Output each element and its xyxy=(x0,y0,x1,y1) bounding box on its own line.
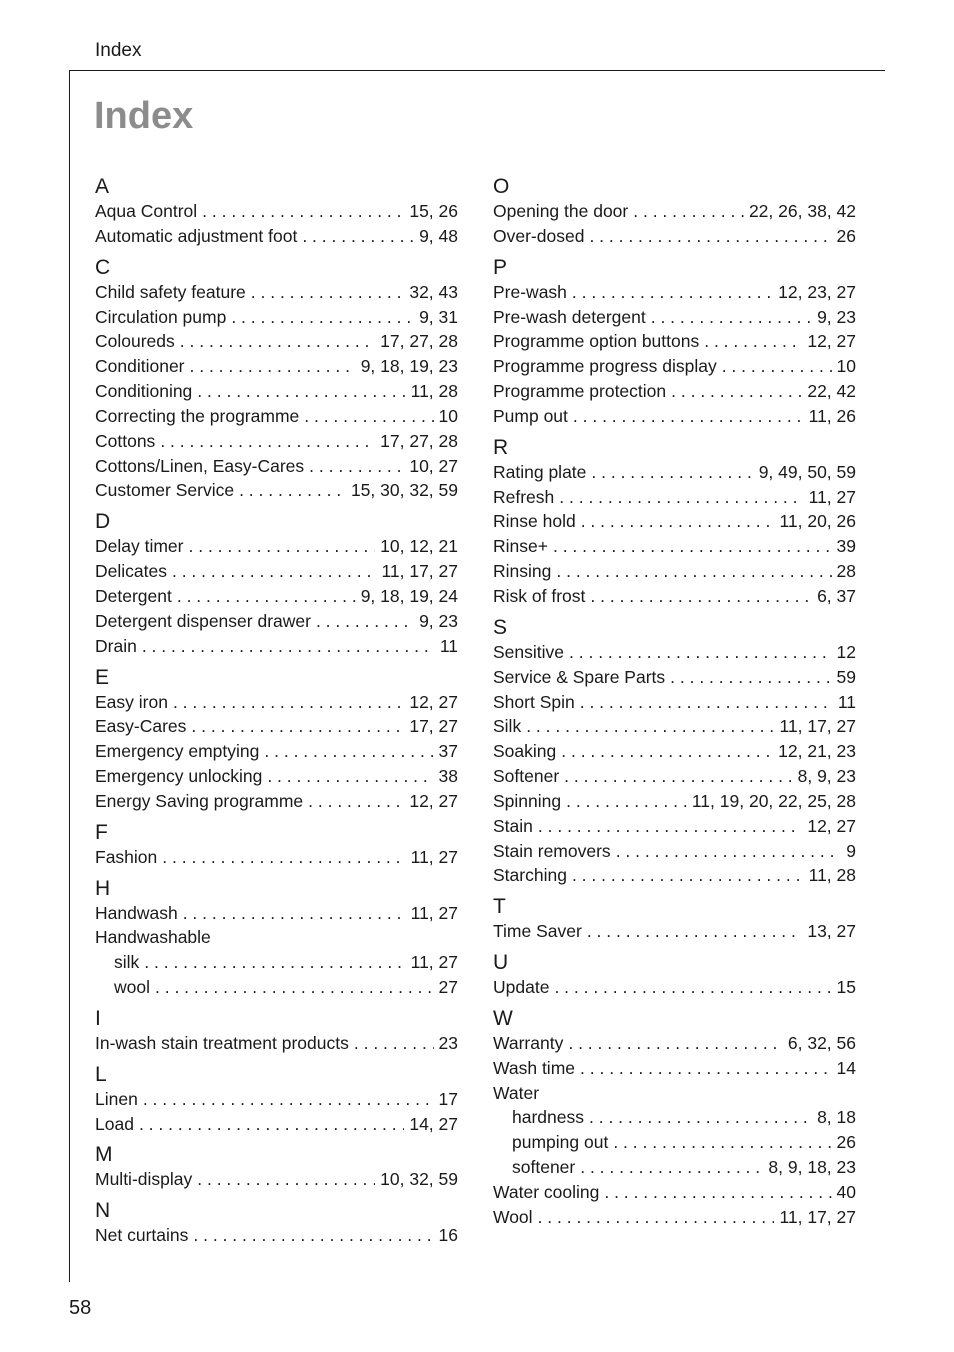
index-page-refs: 12, 23, 27 xyxy=(778,281,856,302)
index-entry xyxy=(95,429,458,454)
dot-leader xyxy=(633,199,744,224)
index-page-refs: 10, 32, 59 xyxy=(380,1169,458,1190)
dot-leader xyxy=(197,1167,375,1192)
index-page-refs: 17, 27 xyxy=(409,716,458,737)
dot-leader xyxy=(155,975,434,1000)
index-term: silk xyxy=(114,952,140,973)
index-page-refs: 17, 27, 28 xyxy=(380,331,458,352)
index-page-refs: 9, 48 xyxy=(419,225,458,246)
index-page-refs: 12, 27 xyxy=(807,331,856,352)
index-entry xyxy=(493,789,856,814)
index-entry xyxy=(95,454,458,479)
index-entry xyxy=(493,460,856,485)
index-term: softener xyxy=(512,1157,576,1178)
index-term: Detergent dispenser drawer xyxy=(95,610,311,631)
index-term: Customer Service xyxy=(95,480,235,501)
index-page-refs: 11, 19, 20, 22, 25, 28 xyxy=(691,790,856,811)
index-term: hardness xyxy=(512,1107,584,1128)
dot-leader xyxy=(142,634,435,659)
index-page-refs: 9, 18, 19, 23 xyxy=(360,356,458,377)
index-entry xyxy=(95,224,458,249)
index-term: Water cooling xyxy=(493,1182,600,1202)
dot-leader xyxy=(590,584,812,609)
index-page-refs: 38 xyxy=(438,766,458,787)
index-term: Rinse+ xyxy=(493,536,548,557)
dot-leader xyxy=(566,789,687,814)
dot-leader xyxy=(143,1087,434,1112)
index-page-refs: 15, 26 xyxy=(409,201,458,221)
index-subentry xyxy=(493,1155,856,1180)
index-entry xyxy=(95,901,458,926)
dot-leader xyxy=(267,764,433,789)
index-letter-heading: N xyxy=(95,1199,111,1223)
index-letter-heading: U xyxy=(493,951,509,975)
index-page-refs: 8, 9, 18, 23 xyxy=(768,1157,856,1178)
dot-leader xyxy=(189,534,376,559)
index-entry xyxy=(493,280,856,305)
index-page-refs: 12, 27 xyxy=(409,790,458,811)
index-page-refs: 9 xyxy=(846,840,856,861)
index-page-refs: 17, 27, 28 xyxy=(380,430,458,451)
index-term: Service & Spare Parts xyxy=(493,666,666,687)
dot-leader xyxy=(302,224,414,249)
dot-leader xyxy=(561,739,773,764)
index-entry xyxy=(95,584,458,609)
index-term: Aqua Control xyxy=(95,201,198,221)
index-entry xyxy=(95,1167,458,1192)
dot-leader xyxy=(197,379,405,404)
index-entry xyxy=(493,739,856,764)
index-page-refs: 12, 27 xyxy=(807,815,856,836)
index-entry xyxy=(493,534,856,559)
index-term: pumping out xyxy=(512,1132,609,1153)
index-term: Emergency unlocking xyxy=(95,766,263,787)
index-page-refs: 17 xyxy=(438,1088,458,1109)
index-page-refs: 9, 49, 50, 59 xyxy=(758,461,856,482)
dot-leader xyxy=(604,1180,831,1205)
index-entry xyxy=(493,1205,856,1230)
index-subentry xyxy=(493,1105,856,1130)
index-page-refs: 11 xyxy=(837,691,856,712)
index-term: Coloureds xyxy=(95,331,175,352)
index-term: Softener xyxy=(493,766,560,787)
index-term: Programme progress display xyxy=(493,356,717,377)
dot-leader xyxy=(162,845,405,870)
index-subentry xyxy=(95,975,458,1000)
index-term: Delicates xyxy=(95,561,167,582)
index-term: Easy iron xyxy=(95,691,168,712)
index-entry xyxy=(493,224,856,249)
dot-leader xyxy=(569,640,832,665)
index-page-refs: 11, 27 xyxy=(410,846,458,867)
index-term: Programme protection xyxy=(493,381,667,402)
index-term: Drain xyxy=(95,635,137,656)
index-page-refs: 59 xyxy=(836,666,856,687)
index-entry xyxy=(95,690,458,715)
index-term: Time Saver xyxy=(493,921,582,942)
index-entry xyxy=(493,1180,856,1205)
index-entry xyxy=(95,1031,458,1056)
dot-leader xyxy=(538,814,802,839)
index-entry xyxy=(493,839,856,864)
index-page-refs: 11, 28 xyxy=(410,381,458,402)
margin-rule xyxy=(69,70,70,1282)
index-letter-heading: F xyxy=(95,820,108,844)
index-page-refs: 13, 27 xyxy=(807,921,856,942)
dot-leader xyxy=(160,429,375,454)
index-entry xyxy=(95,559,458,584)
dot-leader xyxy=(308,789,404,814)
index-term: Correcting the programme xyxy=(95,405,300,426)
index-term: Opening the door xyxy=(493,201,629,221)
dot-leader xyxy=(572,280,773,305)
index-entry xyxy=(95,714,458,739)
index-entry xyxy=(95,609,458,634)
index-term: Handwashable xyxy=(95,927,211,948)
index-term: Linen xyxy=(95,1088,138,1109)
index-page-refs: 11, 27 xyxy=(410,952,458,973)
dot-leader xyxy=(309,454,404,479)
index-term: Sensitive xyxy=(493,641,565,662)
index-term: Spinning xyxy=(493,790,562,811)
index-entry xyxy=(95,739,458,764)
index-page-refs: 16 xyxy=(438,1225,458,1246)
dot-leader xyxy=(139,1112,404,1137)
index-letter-heading: M xyxy=(95,1143,113,1167)
dot-leader xyxy=(589,224,831,249)
index-page-refs: 8, 9, 23 xyxy=(797,766,856,787)
dot-leader xyxy=(173,690,404,715)
index-entry xyxy=(95,634,458,659)
dot-leader xyxy=(231,305,414,330)
dot-leader xyxy=(580,690,833,715)
dot-leader xyxy=(651,305,812,330)
index-page-refs: 37 xyxy=(438,741,458,762)
index-entry xyxy=(493,559,856,584)
index-page-refs: 26 xyxy=(836,225,856,246)
index-term: Programme option buttons xyxy=(493,331,700,352)
dot-leader xyxy=(671,379,802,404)
index-entry xyxy=(493,690,856,715)
index-entry xyxy=(493,814,856,839)
index-page-refs: 14, 27 xyxy=(409,1113,458,1134)
index-term: In-wash stain treatment products xyxy=(95,1032,349,1053)
index-term: Pump out xyxy=(493,405,568,426)
dot-leader xyxy=(202,199,404,224)
index-term: Load xyxy=(95,1113,134,1134)
index-term: Fashion xyxy=(95,846,158,867)
running-head: Index xyxy=(95,40,142,61)
dot-leader xyxy=(587,919,803,944)
dot-leader xyxy=(316,609,414,634)
dot-leader xyxy=(193,1223,433,1248)
dot-leader xyxy=(580,1056,832,1081)
index-page-refs: 6, 32, 56 xyxy=(787,1032,856,1053)
index-page-refs: 22, 26, 38, 42 xyxy=(748,201,856,221)
dot-leader xyxy=(613,1130,831,1155)
index-subentry xyxy=(95,950,458,975)
index-page-refs: 15 xyxy=(836,977,856,998)
index-letter-heading: T xyxy=(493,895,506,919)
dot-leader xyxy=(526,714,774,739)
index-subentry xyxy=(493,1130,856,1155)
index-entry xyxy=(95,1087,458,1112)
index-term: Stain removers xyxy=(493,840,611,861)
index-page-refs: 11, 17, 27 xyxy=(381,561,458,582)
index-entry xyxy=(95,534,458,559)
index-term: wool xyxy=(114,977,150,998)
index-page-refs: 11, 27 xyxy=(410,902,458,923)
index-entry xyxy=(95,199,458,224)
page-number: 58 xyxy=(69,1297,92,1319)
index-entry xyxy=(95,925,458,950)
index-letter-heading: A xyxy=(95,175,110,198)
index-entry xyxy=(95,404,458,429)
index-entry xyxy=(95,305,458,330)
index-letter-heading: C xyxy=(95,255,111,279)
index-page-refs: 10, 12, 21 xyxy=(380,536,458,557)
index-term: Delay timer xyxy=(95,536,184,557)
dot-leader xyxy=(616,839,842,864)
index-page-refs: 11 xyxy=(439,635,458,656)
index-term: Soaking xyxy=(493,741,557,762)
index-term: Conditioner xyxy=(95,356,185,377)
index-term: Conditioning xyxy=(95,381,193,402)
dot-leader xyxy=(591,460,753,485)
index-page-refs: 40 xyxy=(836,1182,856,1202)
index-term: Multi-display xyxy=(95,1169,193,1190)
index-entry xyxy=(95,280,458,305)
index-page-refs: 11, 28 xyxy=(808,865,856,886)
index-entry xyxy=(95,789,458,814)
dot-leader xyxy=(180,329,375,354)
index-term: Automatic adjustment foot xyxy=(95,225,298,246)
index-page-refs: 9, 31 xyxy=(419,306,458,327)
index-entry xyxy=(493,485,856,510)
index-entry xyxy=(493,764,856,789)
index-page-refs: 11, 26 xyxy=(808,405,856,426)
header-rule xyxy=(69,70,885,71)
index-entry xyxy=(493,584,856,609)
dot-leader xyxy=(553,534,832,559)
dot-leader xyxy=(589,1105,812,1130)
index-page-refs: 12, 27 xyxy=(409,691,458,712)
index-term: Water xyxy=(493,1082,540,1103)
index-entry xyxy=(493,379,856,404)
index-entry xyxy=(95,845,458,870)
index-page-refs: 23 xyxy=(438,1032,458,1053)
index-page-refs: 10 xyxy=(438,405,458,426)
index-page-refs: 27 xyxy=(438,977,458,998)
index-page-refs: 15, 30, 32, 59 xyxy=(350,480,458,501)
index-term: Rinsing xyxy=(493,561,552,582)
index-term: Rating plate xyxy=(493,461,587,482)
index-term: Emergency emptying xyxy=(95,741,260,762)
index-term: Short Spin xyxy=(493,691,575,712)
index-letter-heading: P xyxy=(493,255,508,279)
index-entry xyxy=(95,478,458,503)
index-letter-heading: I xyxy=(95,1006,101,1030)
dot-leader xyxy=(190,354,356,379)
dot-leader xyxy=(177,584,356,609)
index-page-refs: 10 xyxy=(836,356,856,377)
index-entry xyxy=(493,665,856,690)
dot-leader xyxy=(580,1155,763,1180)
index-entry xyxy=(493,975,856,1000)
index-page-refs: 39 xyxy=(836,536,856,557)
index-letter-heading: L xyxy=(95,1062,107,1086)
index-entry xyxy=(493,305,856,330)
index-letter-heading: S xyxy=(493,615,508,639)
index-term: Starching xyxy=(493,865,567,886)
index-term: Child safety feature xyxy=(95,281,246,302)
index-term: Cottons/Linen, Easy-Cares xyxy=(95,455,305,476)
index-entry xyxy=(493,404,856,429)
index-term: Over-dosed xyxy=(493,225,585,246)
dot-leader xyxy=(704,329,802,354)
index-page-refs: 28 xyxy=(836,561,856,582)
index-entry xyxy=(95,1112,458,1137)
index-page-refs: 26 xyxy=(836,1132,856,1153)
index-letter-heading: D xyxy=(95,510,111,534)
index-term: Stain xyxy=(493,815,533,836)
dot-leader xyxy=(556,559,831,584)
index-page-refs: 32, 43 xyxy=(409,281,458,302)
index-entry xyxy=(493,509,856,534)
index-page-refs: 14 xyxy=(836,1057,856,1078)
index-term: Refresh xyxy=(493,486,555,507)
index-column-right xyxy=(493,168,856,1230)
index-page-refs: 11, 17, 27 xyxy=(779,716,856,737)
dot-leader xyxy=(573,404,804,429)
index-entry xyxy=(493,329,856,354)
dot-leader xyxy=(559,485,803,510)
index-term: Update xyxy=(493,977,550,998)
dot-leader xyxy=(144,950,405,975)
index-entry xyxy=(493,1031,856,1056)
index-page-refs: 11, 17, 27 xyxy=(779,1206,856,1227)
index-term: Silk xyxy=(493,716,522,737)
index-entry xyxy=(95,354,458,379)
index-term: Wash time xyxy=(493,1057,576,1078)
index-entry xyxy=(493,640,856,665)
index-page-refs: 10, 27 xyxy=(409,455,458,476)
index-page-refs: 12, 21, 23 xyxy=(778,741,856,762)
dot-leader xyxy=(172,559,376,584)
dot-leader xyxy=(568,1031,783,1056)
dot-leader xyxy=(554,975,831,1000)
index-page-refs: 8, 18 xyxy=(817,1107,856,1128)
index-entry xyxy=(493,1081,856,1106)
dot-leader xyxy=(354,1031,434,1056)
index-letter-heading: W xyxy=(493,1006,513,1030)
index-column-left xyxy=(95,168,458,1248)
index-letter-heading: H xyxy=(95,876,111,900)
index-entry xyxy=(493,919,856,944)
index-term: Circulation pump xyxy=(95,306,227,327)
dot-leader xyxy=(264,739,433,764)
index-term: Rinse hold xyxy=(493,511,576,532)
index-entry xyxy=(493,199,856,224)
dot-leader xyxy=(239,478,346,503)
index-entry xyxy=(493,714,856,739)
index-page-refs: 11, 20, 26 xyxy=(779,511,856,532)
index-term: Warranty xyxy=(493,1032,564,1053)
index-entry xyxy=(95,329,458,354)
index-term: Net curtains xyxy=(95,1225,189,1246)
dot-leader xyxy=(538,1205,775,1230)
index-entry xyxy=(95,379,458,404)
dot-leader xyxy=(191,714,404,739)
index-letter-heading: R xyxy=(493,435,509,459)
index-entry xyxy=(493,863,856,888)
index-term: Detergent xyxy=(95,585,172,606)
dot-leader xyxy=(564,764,792,789)
index-term: Handwash xyxy=(95,902,178,923)
dot-leader xyxy=(251,280,405,305)
dot-leader xyxy=(722,354,832,379)
index-letter-heading: O xyxy=(493,175,510,198)
index-page-refs: 12 xyxy=(836,641,856,662)
dot-leader xyxy=(572,863,804,888)
index-page-refs: 9, 23 xyxy=(817,306,856,327)
index-entry xyxy=(95,764,458,789)
index-letter-heading: E xyxy=(95,665,110,689)
dot-leader xyxy=(304,404,433,429)
index-term: Energy Saving programme xyxy=(95,790,304,811)
index-term: Pre-wash detergent xyxy=(493,306,646,327)
index-term: Cottons xyxy=(95,430,156,451)
index-page-refs: 9, 23 xyxy=(419,610,458,631)
dot-leader xyxy=(581,509,775,534)
index-page-refs: 22, 42 xyxy=(807,381,856,402)
index-page-refs: 9, 18, 19, 24 xyxy=(360,585,458,606)
index-page-refs: 11, 27 xyxy=(808,486,856,507)
dot-leader xyxy=(670,665,831,690)
index-term: Risk of frost xyxy=(493,585,586,606)
index-entry xyxy=(95,1223,458,1248)
index-entry xyxy=(493,1056,856,1081)
index-term: Easy-Cares xyxy=(95,716,187,737)
dot-leader xyxy=(183,901,406,926)
index-term: Pre-wash xyxy=(493,281,567,302)
page-title: Index xyxy=(94,95,194,137)
index-term: Wool xyxy=(493,1206,533,1227)
index-page-refs: 6, 37 xyxy=(817,585,856,606)
index-entry xyxy=(493,354,856,379)
